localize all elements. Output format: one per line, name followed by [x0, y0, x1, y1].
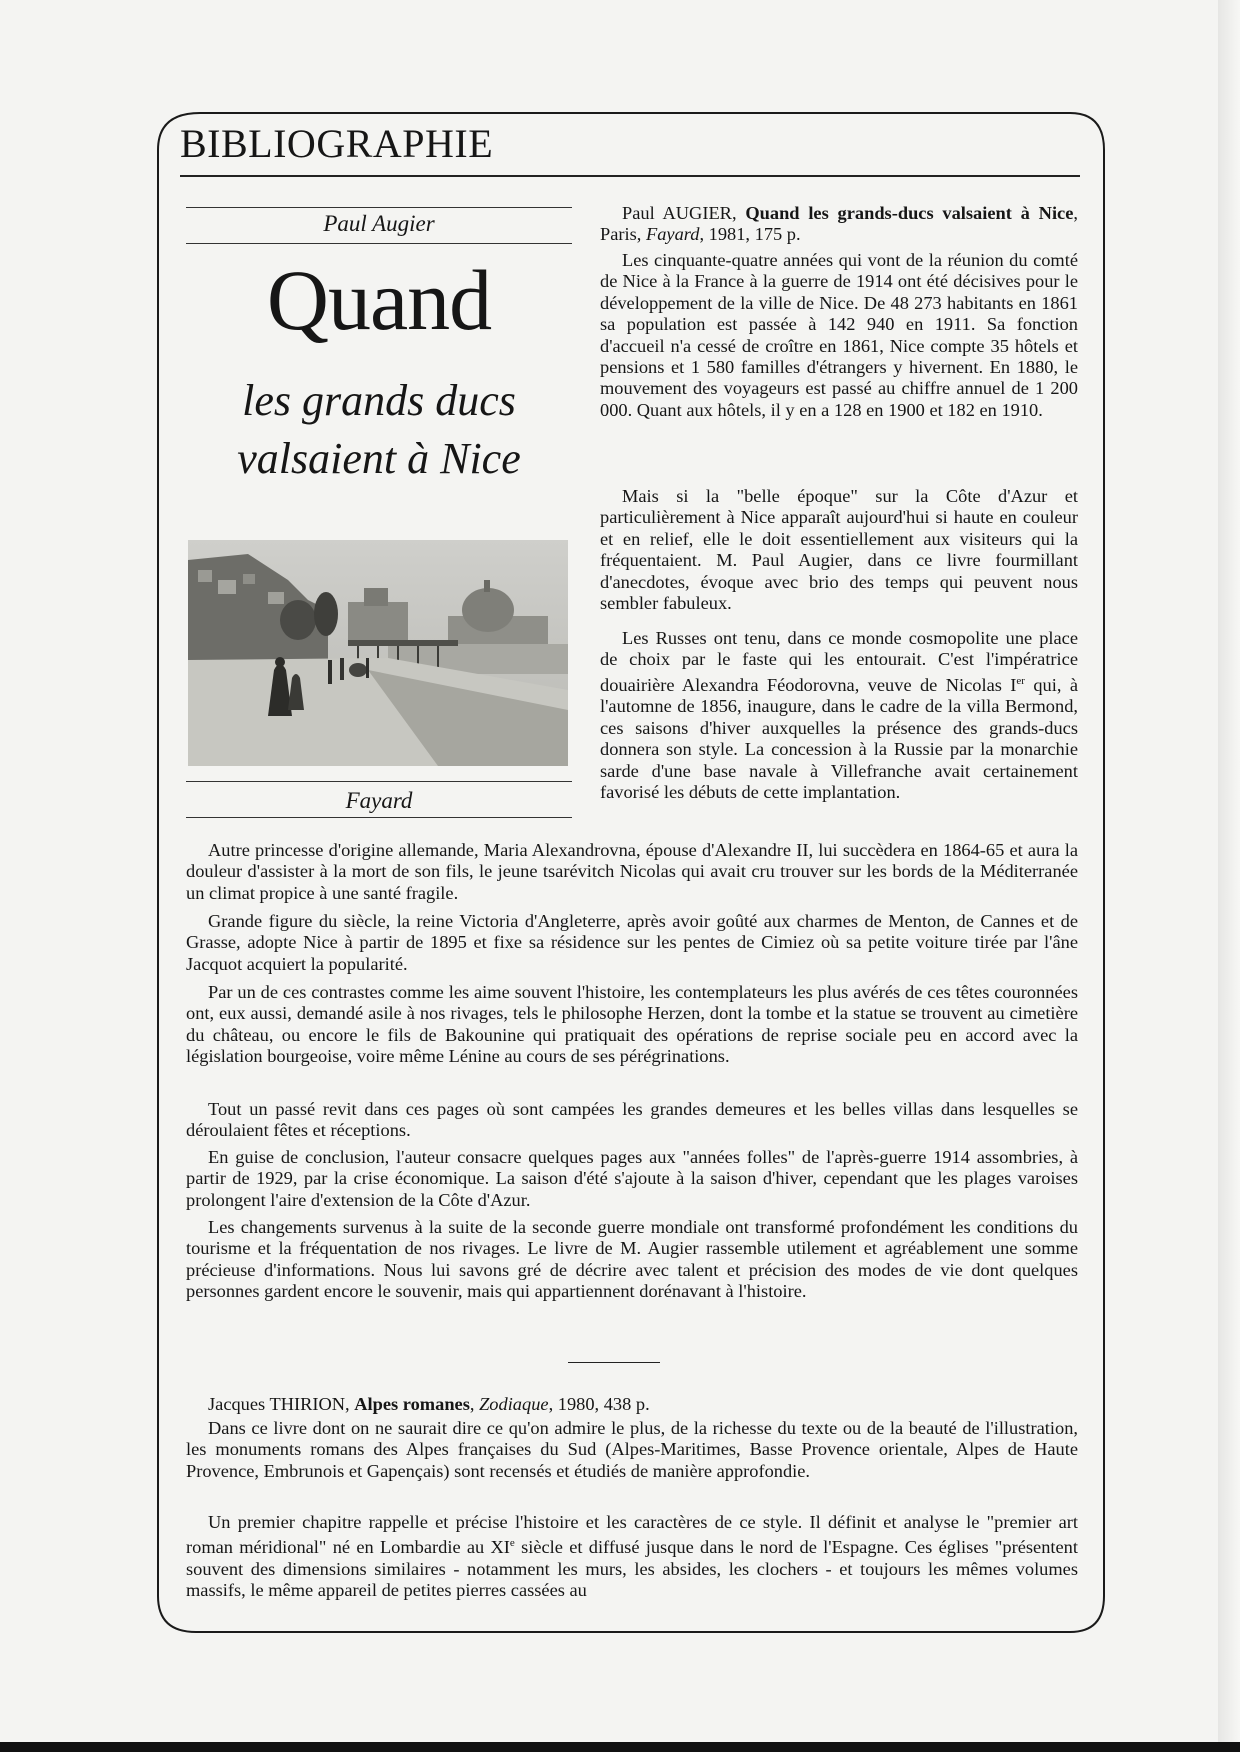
paragraph-text: qui, à l'automne de 1856, inaugure, dans le cadre de la villa Bermond, ces saisons d'hiver auxquelles la présence des grands-ducs donnera son style. La concession à la Russie par la monarchie sarde d'une base navale à Villefranche avait certainement favorisé les débuts de cette implantation. — [600, 674, 1078, 802]
review1-paragraph: Par un de ces contrastes comme les aime souvent l'histoire, les contemplateurs les plus avérés de ces têtes couronnées ont, eux aussi, demandé asile à nos rivages, tels le philosophe Herzen, dont la tombe et la statue se trouvent au cimetière du château, ou encore le fils de Bakounine qui pratiquait des opérations de reprise sociale peu en accord avec la législation bourgeoise, voire même Lénine au cours de ses pérégrinations. — [186, 982, 1078, 1067]
byline-publisher: Zodiaque — [479, 1394, 549, 1414]
review1-paragraph: Autre princesse d'origine allemande, Maria Alexandrovna, épouse d'Alexandre II, lui succèdera en 1864-65 et aura la douleur d'assister à la mort de son fils, le jeune tsarévitch Nicolas qui avait cru trouver sur les bords de la Méditerranée un climat propice à une santé fragile. — [186, 840, 1078, 903]
superscript: er — [1016, 674, 1025, 687]
byline-rest: , 1980, 438 p. — [548, 1394, 650, 1414]
paragraph-text: Un premier chapitre rappelle et précise l'histoire et les caractères de ce style. Il définit et analyse le "premier art roman méridional" né en Lombardie au XI — [186, 1512, 1078, 1558]
paragraph-text: siècle et diffusé jusque dans le nord de l'Espagne. Ces églises "présentent souvent des dimensions similaires - notamment les murs, les absides, les clochers - et toujours les mêmes volumes massifs, le même appareil de petites pierres cassées au — [186, 1537, 1078, 1601]
superscript: e — [509, 1537, 515, 1550]
byline-publisher: Fayard — [645, 224, 700, 245]
cover-title-sub-line: les grands ducs — [242, 376, 516, 425]
byline-title: Quand les grands-ducs valsaient à Nice — [745, 203, 1074, 223]
review2-paragraph — [186, 1512, 1078, 1602]
byline-rest: , 1981, 175 p. — [699, 224, 801, 245]
cover-publisher: Fayard — [345, 788, 413, 813]
cover-rule — [186, 207, 572, 208]
cover-rule — [186, 243, 572, 244]
cover-rule — [186, 781, 572, 782]
review1-paragraph: Les changements survenus à la suite de la seconde guerre mondiale ont transformé profondément les conditions du tourisme et la fréquentation de nos rivages. Le livre de M. Augier rassemble utilement et agréablement une somme précieuse d'informations. Nous lui savons gré de décrire avec talent et précision des modes de vie dont quelques personnes gardent encore le souvenir, mais qui appartiennent dorénavant à l'histoire. — [186, 1217, 1078, 1302]
review2-byline — [186, 1394, 1078, 1415]
review2-paragraph: Dans ce livre dont on ne saurait dire ce qu'on admire le plus, de la richesse du texte ou de la beauté de l'illustration, les monuments romans des Alpes françaises du Sud (Alpes-Maritimes, Basse Provence orientale, Alpes de Haute Provence, Embrunois et Gapençais) sont recensés et étudiés de manière approfondie. — [186, 1418, 1078, 1481]
cover-author: Paul Augier — [323, 211, 435, 236]
review1-paragraph: Les cinquante-quatre années qui vont de la réunion du comté de Nice à la France à la guerre de 1914 ont été décisives pour le développement de la ville de Nice. De 48 273 habitants en 1861 sa population est passée à 142 940 en 1911. Sa fonction d'accueil n'a cessé de croître en 1861, Nice compte 35 hôtels et pensions et 1 580 familles d'étrangers y hivernent. En 1880, le mouvement des voyageurs est passé au chiffre annuel de 1 200 000. Quant aux hôtels, il y en a 128 en 1900 et 182 en 1910. — [600, 250, 1078, 420]
cover-title-sub-line: valsaient à Nice — [237, 434, 521, 483]
title-rule — [180, 175, 1080, 177]
cover-illustration — [188, 540, 568, 766]
byline-title: Alpes romanes — [354, 1394, 470, 1414]
review1-paragraph — [600, 628, 1078, 803]
scan-edge — [0, 1742, 1240, 1752]
review1-paragraph: Grande figure du siècle, la reine Victoria d'Angleterre, après avoir goûté aux charmes de Menton, de Cannes et de Grasse, adopte Nice à partir de 1895 et fixe sa résidence sur les pentes de Cimiez où sa petite voiture tirée par l'âne Jacquot acquiert la popularité. — [186, 911, 1078, 974]
byline-author: Jacques THIRION, — [208, 1394, 355, 1414]
section-separator — [568, 1362, 660, 1363]
review1-byline — [600, 203, 1078, 246]
cover-title-sub — [186, 372, 572, 488]
page-title: BIBLIOGRAPHIE — [180, 121, 494, 166]
review1-paragraph: Tout un passé revit dans ces pages où sont campées les grandes demeures et les belles villas dans lesquelles se déroulaient fêtes et réceptions. — [186, 1099, 1078, 1141]
review1-paragraph: Mais si la "belle époque" sur la Côte d'Azur et particulièrement à Nice apparaît aujourd'hui si haute en couleur et en relief, elle le doit essentiellement aux visiteurs qui la fréquentaient. M. Paul Augier, dans ce livre fourmillant d'anecdotes, évoque avec brio des temps qui peuvent nous sembler fabuleux. — [600, 486, 1078, 614]
review1-paragraph: En guise de conclusion, l'auteur consacre quelques pages aux "années folles" de l'après-guerre 1914 assombries, à partir de 1929, par la crise économique. La saison d'été s'ajoute à la saison d'hiver, cependant que les plages varoises prolongent l'aire d'extension de la Côte d'Azur. — [186, 1147, 1078, 1210]
paragraph-text: Les Russes ont tenu, dans ce monde cosmopolite une place de choix par le faste qui les entourait. C'est l'impératrice douairière Alexandra Féodorovna, veuve de Nicolas I — [600, 628, 1078, 695]
byline-sep: , — [469, 1394, 480, 1414]
cover-rule — [186, 817, 572, 818]
cover-title-main: Quand — [266, 252, 492, 348]
byline-sep: , Paris, — [600, 203, 1078, 245]
byline-author: Paul AUGIER, — [622, 203, 746, 223]
